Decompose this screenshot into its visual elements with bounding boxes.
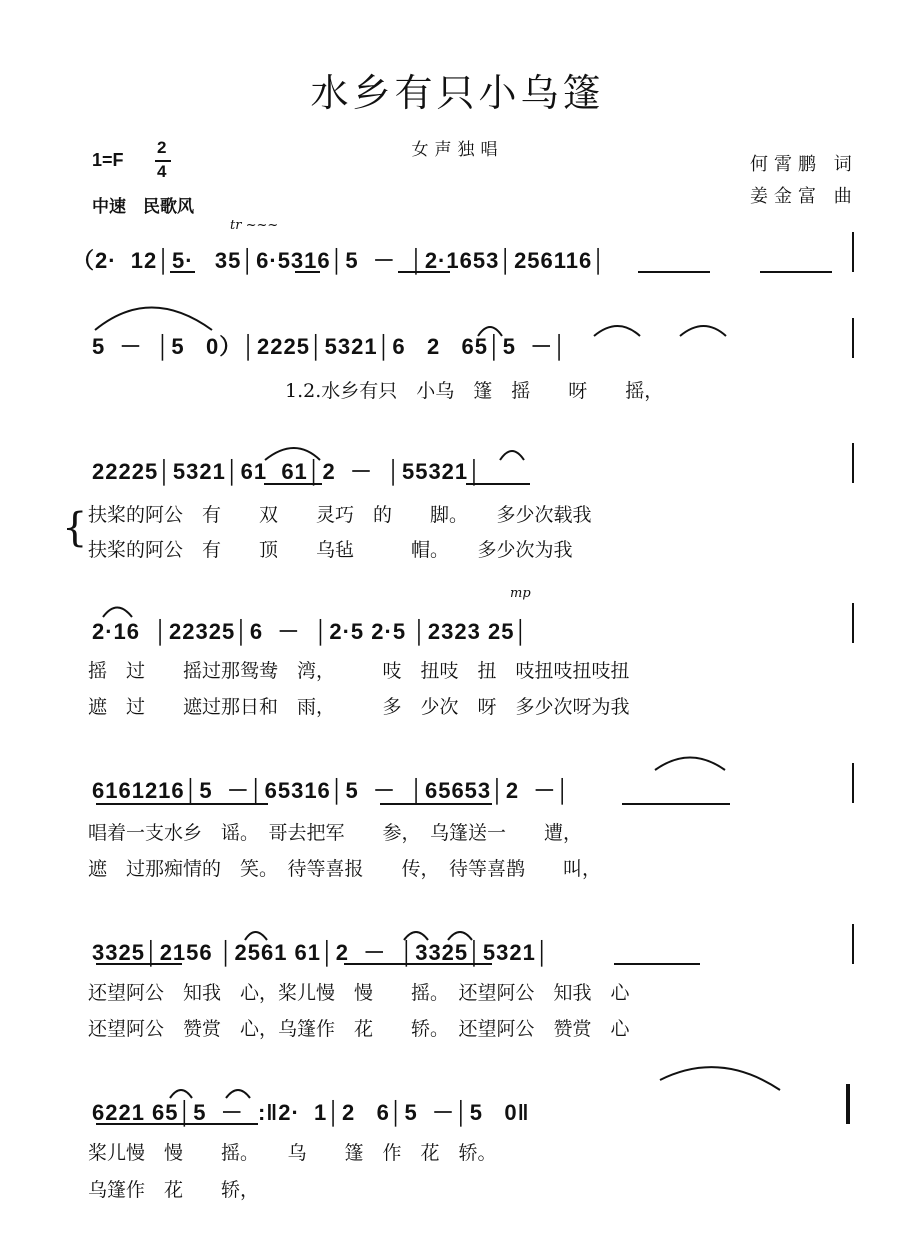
lyric-row-7-verse-1: 桨儿慢 慢 摇。 乌 篷 作 花 轿。	[88, 1142, 497, 1164]
lyric-row-5-verse-2: 遮 过那痴情的 笑。 待等喜报 传， 待等喜鹊 叫，	[88, 858, 602, 880]
time-signature-bottom: 4	[157, 162, 167, 181]
song-title: 水乡有只小乌篷	[310, 71, 605, 115]
score-row-1: （2· 12│5· 35│6·5316│5 － │2·1653│256116│	[72, 248, 608, 273]
lyric-row-6-verse-2: 还望阿公 赞赏 心，乌篷作 花 轿。 还望阿公 赞赏 心	[88, 1018, 630, 1040]
score-row-4: 2·16 │22325│6 － │2·5 2·5 │2323 25│	[92, 619, 530, 644]
lyric-row-3-verse-2: 扶桨的阿公 有 顶 乌毡 帽。 多少次为我	[88, 539, 573, 561]
lyric-row-2-verse-1: 1.2.水乡有只 小乌 篷 摇 呀 摇，	[285, 380, 664, 402]
score-row-6: 3325│2156 │2561 61│2 － │3325│5321│	[92, 940, 551, 965]
time-signature-top: 2	[157, 138, 167, 157]
key-signature: 1=F	[92, 150, 124, 170]
score-row-2: 5 － │5 0）│2225│5321│6 2 65│5 －│	[92, 334, 568, 359]
verse-brace: {	[62, 505, 88, 551]
dynamic-mark: mp	[510, 586, 531, 601]
score-row-3: 22225│5321│61 61│2 － │55321│	[92, 459, 483, 484]
lyric-row-5-verse-1: 唱着一支水乡 谣。 哥去把军 参， 乌篷送一 遭，	[88, 822, 583, 844]
composer-credit: 姜金富 曲	[750, 186, 858, 207]
trill-mark: tr ~~~	[230, 218, 279, 233]
lyric-row-6-verse-1: 还望阿公 知我 心，桨儿慢 慢 摇。 还望阿公 知我 心	[88, 982, 630, 1004]
lyric-row-3-verse-1: 扶桨的阿公 有 双 灵巧 的 脚。 多少次载我	[88, 504, 592, 526]
lyricist-credit: 何霄鹏 词	[750, 154, 858, 175]
lyric-row-4-verse-2: 遮 过 遮过那日和 雨， 多 少次 呀 多少次呀为我	[88, 696, 630, 718]
score-row-7: 6221 65│5 － :‖2· 1│2 6│5 －│5 0‖	[92, 1100, 530, 1125]
lyric-row-4-verse-1: 摇 过 摇过那鸳鸯 湾， 吱 扭吱 扭 吱扭吱扭吱扭	[88, 660, 630, 682]
score-row-5: 6161216│5 －│65316│5 － │65653│2 －│	[92, 778, 572, 803]
performance-type: 女声独唱	[411, 140, 504, 160]
tempo-marking: 中速 民歌风	[92, 197, 194, 217]
lyric-row-7-verse-2: 乌篷作 花 轿，	[88, 1179, 260, 1201]
